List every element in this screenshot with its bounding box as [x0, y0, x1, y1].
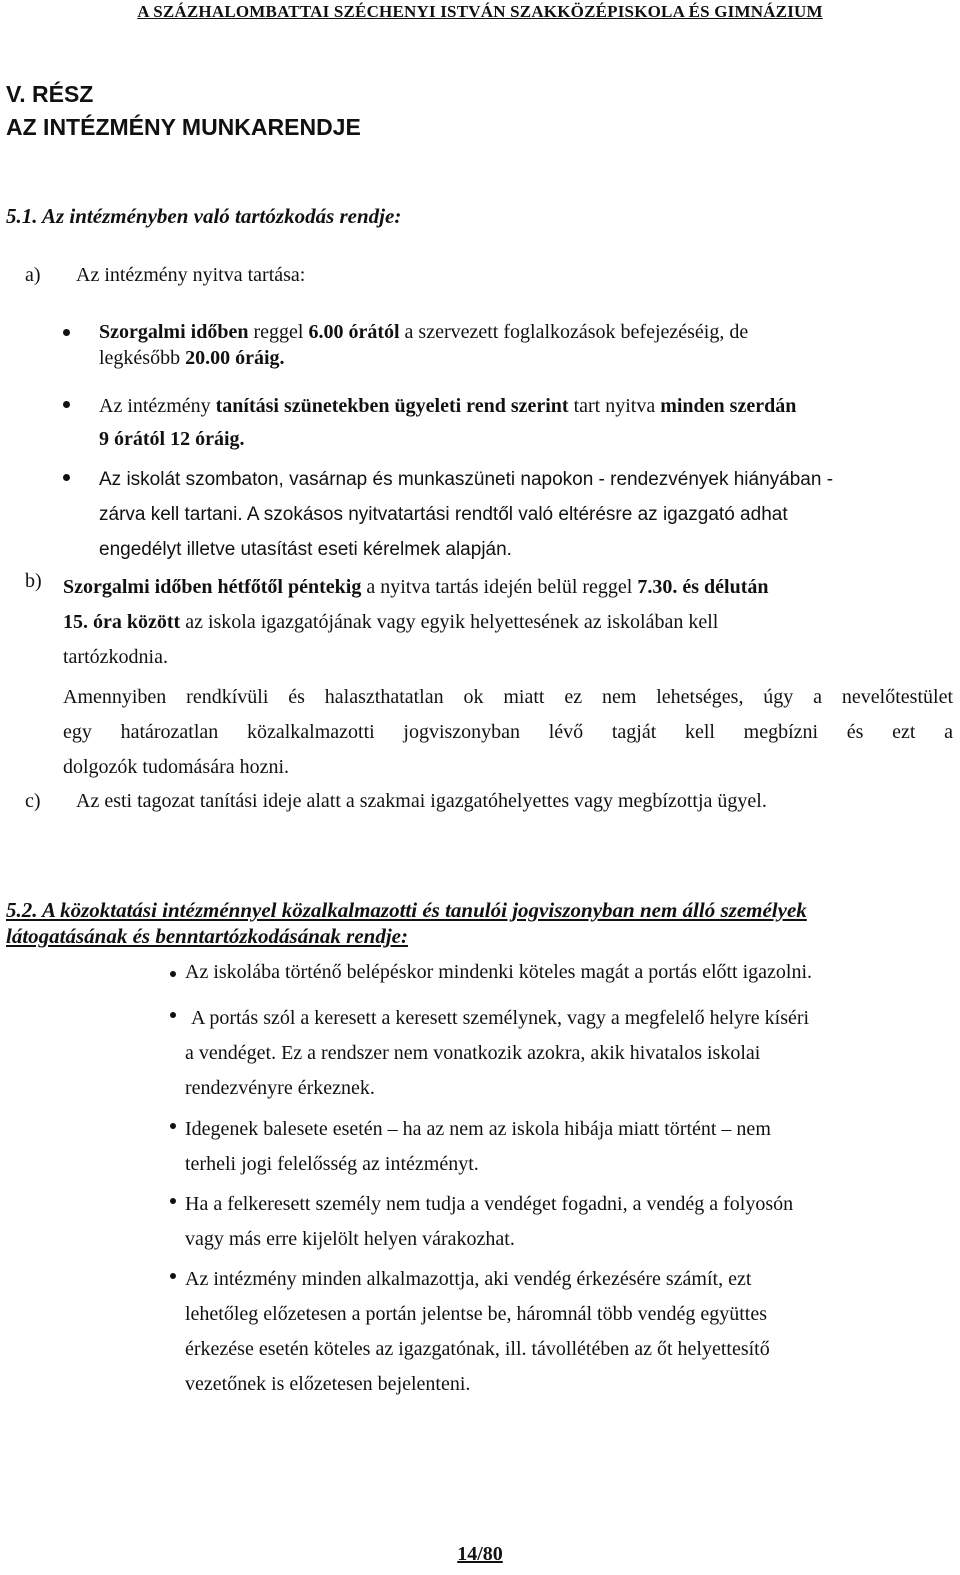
visitor-rule-1: Az iskolába történő belépéskor mindenki köteles magát a portás előtt igazolni.: [185, 961, 813, 983]
section-5-1-title: 5.1. Az intézményben való tartózkodás rendje:: [6, 204, 402, 228]
weekend-closure-bullet: Az iskolát szombaton, vasárnap és munkaszüneti napokon - rendezvények hiányában - zárva kell tartani. A szokásos nyitvatartási rendtől való eltérésre az igazgató adhat engedélyt illetve utasítást eseti kérelmek alapján.: [99, 469, 834, 560]
item-a-marker: a): [25, 264, 41, 286]
item-c-marker: c): [25, 790, 41, 812]
substitute-paragraph: Amennyiben rendkívüli és halaszthatatlan ok miatt ez nem lehetséges, úgy a nevelőtestület egy határozatlan közalkalmazotti jogviszonyban lévő tagját kell megbízni és ezt a dolgozók tudomására hozni.: [63, 686, 953, 778]
bullet-icon: [63, 474, 70, 481]
item-a-text: Az intézmény nyitva tartása:: [76, 264, 306, 286]
visitor-rule-5: Az intézmény minden alkalmazottja, aki vendég érkezésére számít, ezt lehetőleg előzetesen a portán jelentse be, háromnál több vendég együttes érkezése esetén köteles az igazgatónak, ill. távollétében az őt helyettesítő vezetőnek is előzetesen bejelenteni.: [185, 1268, 770, 1395]
section-5-2-title: 5.2. A közoktatási intézménnyel közalkalmazotti és tanulói jogviszonyban nem álló személyek látogatásának és benntartózkodásának rendje:: [6, 898, 807, 948]
bullet-icon: [170, 1273, 176, 1279]
part-subtitle: AZ INTÉZMÉNY MUNKARENDJE: [6, 114, 361, 140]
page-number: 14/80: [457, 1543, 503, 1565]
part-title: V. RÉSZ: [6, 81, 94, 107]
item-b-marker: b): [25, 570, 42, 592]
part-title-block: [6, 78, 361, 144]
opening-hours-bullet: Szorgalmi időben reggel 6.00 órától a szervezett foglalkozások befejezéséig, de legkésőbb 20.00 óráig.: [99, 321, 749, 369]
bullet-icon: [170, 1012, 176, 1018]
item-c-text: Az esti tagozat tanítási ideje alatt a szakmai igazgatóhelyettes vagy megbízottja ügyel.: [76, 790, 767, 812]
document-header: A SZÁZHALOMBATTAI SZÉCHENYI ISTVÁN SZAKKÖZÉPISKOLA ÉS GIMNÁZIUM: [137, 2, 823, 21]
bullet-icon: [63, 401, 70, 408]
bullet-icon: [170, 1198, 176, 1204]
bullet-icon: [170, 1123, 176, 1129]
bullet-icon: [63, 329, 70, 336]
visitor-rule-3: Idegenek balesete esetén – ha az nem az iskola hibája miatt történt – nem terheli jogi felelősség az intézményt.: [185, 1118, 771, 1175]
visitor-rule-4: Ha a felkeresett személy nem tudja a vendéget fogadni, a vendég a folyosón vagy más erre kijelölt helyen várakozhat.: [185, 1193, 794, 1250]
bullet-icon: [170, 971, 176, 977]
visitor-rule-2: A portás szól a keresett a keresett személynek, vagy a megfelelő helyre kíséri a vendéget. Ez a rendszer nem vonatkozik azokra, akik hivatalos iskolai rendezvényre érkeznek.: [185, 1007, 810, 1099]
holiday-hours-bullet: Az intézmény tanítási szünetekben ügyeleti rend szerint tart nyitva minden szerdán 9 órától 12 óráig.: [99, 395, 797, 450]
item-b-text: Szorgalmi időben hétfőtől péntekig a nyitva tartás idején belül reggel 7.30. és délután 15. óra között az iskola igazgatójának vagy egyik helyettesének az iskolában kell tartózkodnia.: [63, 576, 769, 668]
